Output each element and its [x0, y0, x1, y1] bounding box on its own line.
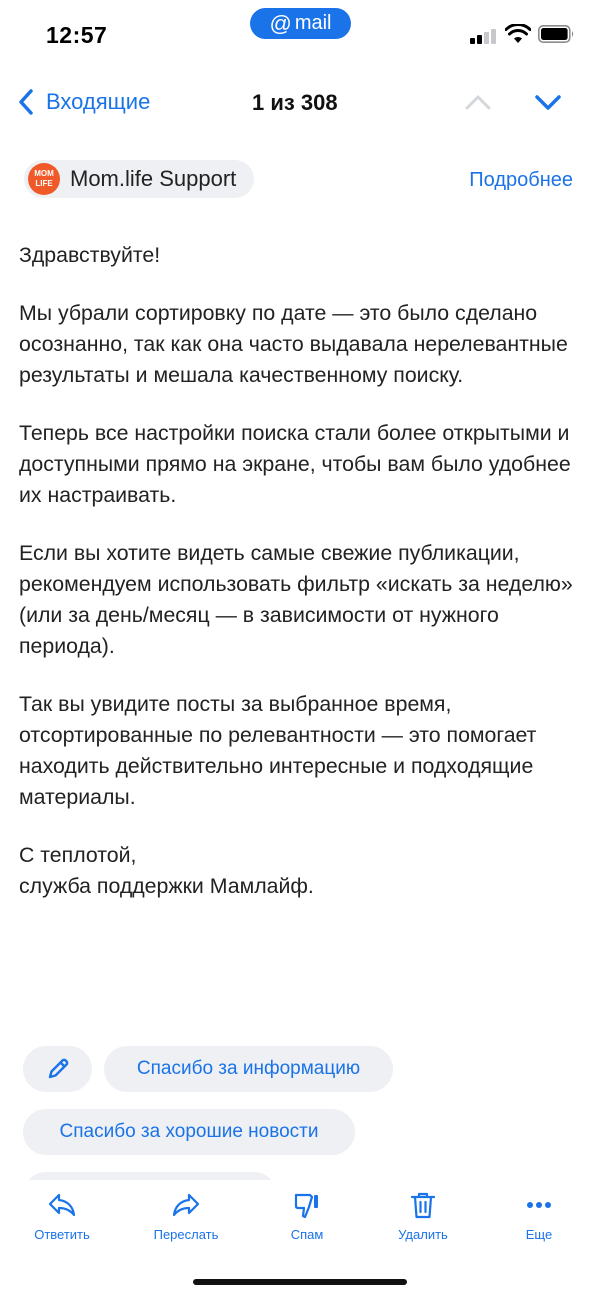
forward-label: Переслать	[153, 1227, 219, 1242]
quick-reply-thanks-news[interactable]: Спасибо за хорошие новости	[23, 1109, 355, 1155]
signoff	[19, 840, 584, 902]
signal-icon	[470, 28, 500, 44]
status-bar	[0, 0, 600, 70]
signoff-line-1: С теплотой,	[19, 843, 137, 867]
status-time: 12:57	[46, 22, 108, 48]
reply-button[interactable]	[12, 1190, 112, 1242]
thumbs-down-icon	[292, 1190, 322, 1220]
pencil-icon	[45, 1056, 71, 1082]
sender-name: Mom.life Support	[70, 166, 237, 191]
at-icon: @	[269, 10, 292, 36]
details-link[interactable]: Подробнее	[469, 169, 573, 191]
home-indicator[interactable]	[193, 1279, 407, 1285]
avatar-line-1: MOM	[34, 169, 54, 178]
compose-reply-button[interactable]	[23, 1046, 92, 1092]
battery-icon	[538, 25, 575, 43]
more-label: Еще	[525, 1227, 553, 1242]
reply-label: Ответить	[34, 1227, 90, 1242]
forward-button[interactable]	[136, 1190, 236, 1242]
mail-app-badge[interactable]	[250, 8, 351, 39]
message-nav	[0, 78, 600, 126]
avatar-line-2: LIFE	[35, 179, 53, 188]
reply-icon	[47, 1190, 77, 1220]
more-button[interactable]	[489, 1190, 589, 1242]
sender-avatar	[28, 163, 60, 195]
body-paragraph: Так вы увидите посты за выбранное время, отсортированные по релевантности — это помогает находить действительно интересные и подходящие материалы.	[19, 692, 537, 809]
chevron-down-icon[interactable]	[533, 88, 563, 116]
sender-chip[interactable]	[24, 160, 254, 198]
body-paragraph: Мы убрали сортировку по дате — это было сделано осознанно, так как она часто выдавала нерелевантные результаты и мешала качественному поиску.	[19, 301, 568, 387]
delete-label: Удалить	[398, 1227, 448, 1242]
spam-button[interactable]	[257, 1190, 357, 1242]
body-paragraph: Если вы хотите видеть самые свежие публикации, рекомендуем использовать фильтр «искать за неделю» (или за день/месяц — в зависимости от нужного периода).	[19, 541, 573, 658]
wifi-icon	[505, 24, 531, 44]
signoff-line-2: служба поддержки Мамлайф.	[19, 874, 314, 898]
trash-icon	[408, 1190, 438, 1220]
delete-button[interactable]	[373, 1190, 473, 1242]
mail-badge-label: mail	[294, 12, 332, 34]
quick-reply-thanks-info[interactable]: Спасибо за информацию	[104, 1046, 393, 1092]
chevron-up-icon[interactable]	[463, 88, 493, 116]
message-counter: 1 из 308	[252, 90, 338, 115]
forward-icon	[171, 1190, 201, 1220]
back-button[interactable]	[18, 82, 150, 122]
message-body	[19, 240, 584, 929]
body-paragraph: Здравствуйте!	[19, 243, 161, 267]
chevron-left-icon	[18, 88, 34, 116]
spam-label: Спам	[290, 1227, 324, 1242]
back-label: Входящие	[46, 89, 151, 114]
more-dots-icon	[524, 1190, 554, 1220]
body-paragraph: Теперь все настройки поиска стали более открытыми и доступными прямо на экране, чтобы вам было удобнее их настраивать.	[19, 421, 571, 507]
